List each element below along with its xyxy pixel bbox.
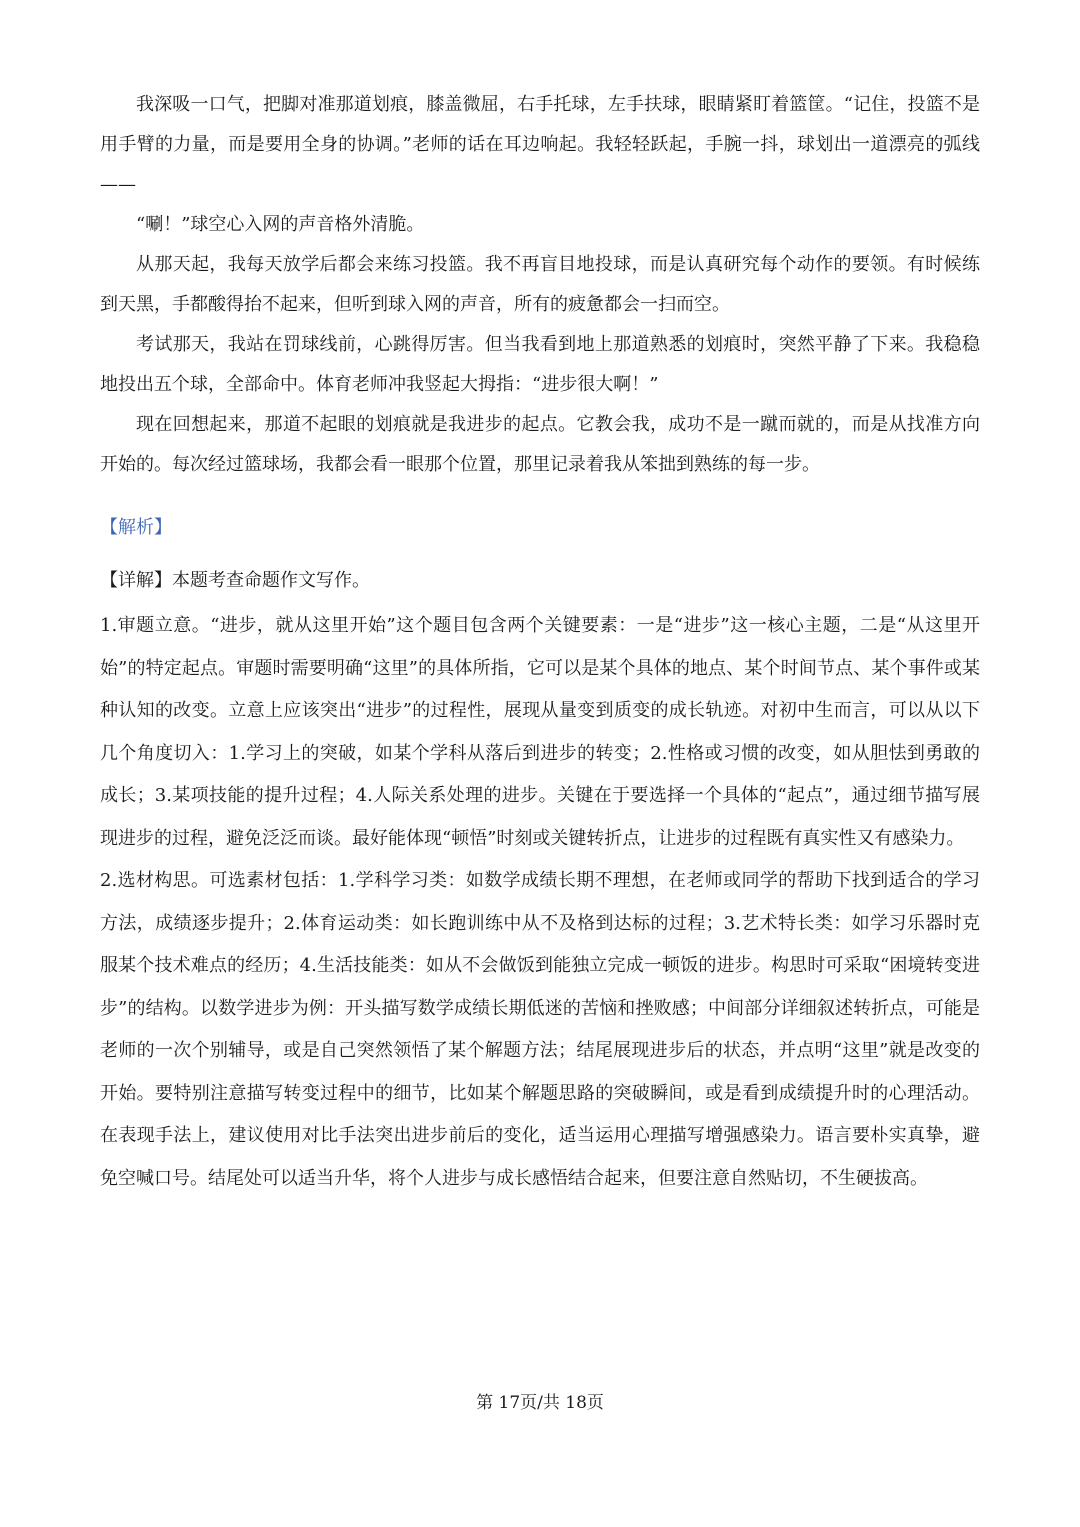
essay-paragraph: 现在回想起来，那道不起眼的划痕就是我进步的起点。它教会我，成功不是一蹴而就的，而是从找准方向开始的。每次经过篮球场，我都会看一眼那个位置，那里记录着我从笨拙到熟练的每一步。 (100, 414, 980, 475)
essay-body (100, 85, 980, 485)
essay-paragraph: 考试那天，我站在罚球线前，心跳得厉害。但当我看到地上那道熟悉的划痕时，突然平静了下来。我稳稳地投出五个球，全部命中。体育老师冲我竖起大拇指：“进步很大啊！” (100, 334, 980, 395)
analysis-paragraph: 2.选材构思。可选素材包括：1.学科学习类：如数学成绩长期不理想，在老师或同学的帮助下找到适合的学习方法，成绩逐步提升；2.体育运动类：如长跑训练中从不及格到达标的过程；3.艺术特长类：如学习乐器时克服某个技术难点的经历；4.生活技能类：如从不会做饭到能独立完成一顿饭的进步。构思时可采取“困境转变进步”的结构。以数学进步为例：开头描写数学成绩长期低迷的苦恼和挫败感；中间部分详细叙述转折点，可能是老师的一次个别辅导，或是自己突然领悟了某个解题方法；结尾展现进步后的状态，并点明“这里”就是改变的开始。要特别注意描写转变过程中的细节，比如某个解题思路的突破瞬间，或是看到成绩提升时的心理活动。在表现手法上，建议使用对比手法突出进步前后的变化，适当运用心理描写增强感染力。语言要朴实真挚，避免空喊口号。结尾处可以适当升华，将个人进步与成长感悟结合起来，但要注意自然贴切，不生硬拔高。 (100, 870, 980, 1189)
analysis-label: 【解析】 (100, 517, 172, 538)
analysis-paragraph: 1.审题立意。“进步，就从这里开始”这个题目包含两个关键要素：一是“进步”这一核心主题，二是“从这里开始”的特定起点。审题时需要明确“这里”的具体所指，它可以是某个具体的地点、某个时间节点、某个事件或某种认知的改变。立意上应该突出“进步”的过程性，展现从量变到质变的成长轨迹。对初中生而言，可以从以下几个角度切入：1.学习上的突破，如某个学科从落后到进步的转变；2.性格或习惯的改变，如从胆怯到勇敢的成长；3.某项技能的提升过程；4.人际关系处理的进步。关键在于要选择一个具体的“起点”，通过细节描写展现进步的过程，避免泛泛而谈。最好能体现“顿悟”时刻或关键转折点，让进步的过程既有真实性又有感染力。 (100, 615, 980, 849)
essay-paragraph: 我深吸一口气，把脚对准那道划痕，膝盖微屈，右手托球，左手扶球，眼睛紧盯着篮筐。“记住，投篮不是用手臂的力量，而是要用全身的协调。”老师的话在耳边响起。我轻轻跃起，手腕一抖，球划出一道漂亮的弧线—— (100, 94, 980, 195)
essay-paragraph: 从那天起，我每天放学后都会来练习投篮。我不再盲目地投球，而是认真研究每个动作的要领。有时候练到天黑，手都酸得抬不起来，但听到球入网的声音，所有的疲惫都会一扫而空。 (100, 254, 980, 315)
essay-paragraph: “唰！”球空心入网的声音格外清脆。 (136, 214, 425, 235)
detail-label: 【详解】本题考查命题作文写作。 (100, 570, 370, 591)
page-number: 第 17页/共 18页 (476, 1393, 604, 1413)
analysis-body (100, 605, 980, 1200)
